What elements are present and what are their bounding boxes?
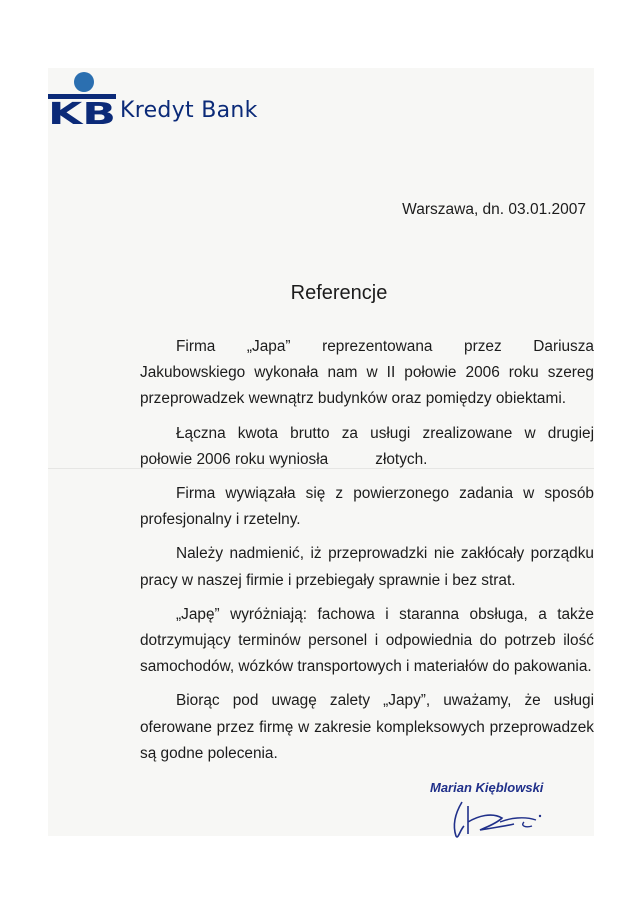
bank-name: Kredyt Bank	[120, 98, 258, 123]
letter-date: Warszawa, dn. 03.01.2007	[402, 201, 586, 218]
paragraph: Biorąc pod uwagę zalety „Japy”, uważamy, że usługi oferowane przez firmę w zakresie kompleksowych przeprowadzek są godne polecenia.	[140, 692, 594, 762]
paragraph: Należy nadmienić, iż przeprowadzki nie zakłócały porządku pracy w naszej firmie i przebiegały sprawnie i bez strat.	[140, 545, 594, 589]
logo-mark-text: KB	[48, 97, 116, 128]
letter-title: Referencje	[290, 282, 388, 304]
signatory-name: Marian Kięblowski	[430, 780, 544, 795]
kredyt-bank-logo	[48, 70, 278, 130]
paragraph: „Japę” wyróżniają: fachowa i staranna obsługa, a także dotrzymujący terminów personel i odpowiednia do potrzeb ilość samochodów, wózków transportowych i materiałów do pakowania.	[140, 605, 594, 676]
paragraph: Firma wywiązała się z powierzonego zadania w sposób profesjonalny i rzetelny.	[140, 485, 594, 529]
handwritten-signature	[440, 796, 552, 842]
paragraph: Firma „Japa” reprezentowana przez Dariusza Jakubowskiego wykonała nam w II połowie 2006 roku szereg przeprowadzek wewnątrz budynków oraz pomiędzy obiektami.	[140, 338, 594, 408]
paragraph: Łączna kwota brutto za usługi zrealizowane w drugiej połowie 2006 roku wyniosła złotych.	[140, 424, 599, 468]
kb-logo-icon	[48, 70, 118, 128]
letter-body	[140, 334, 599, 775]
